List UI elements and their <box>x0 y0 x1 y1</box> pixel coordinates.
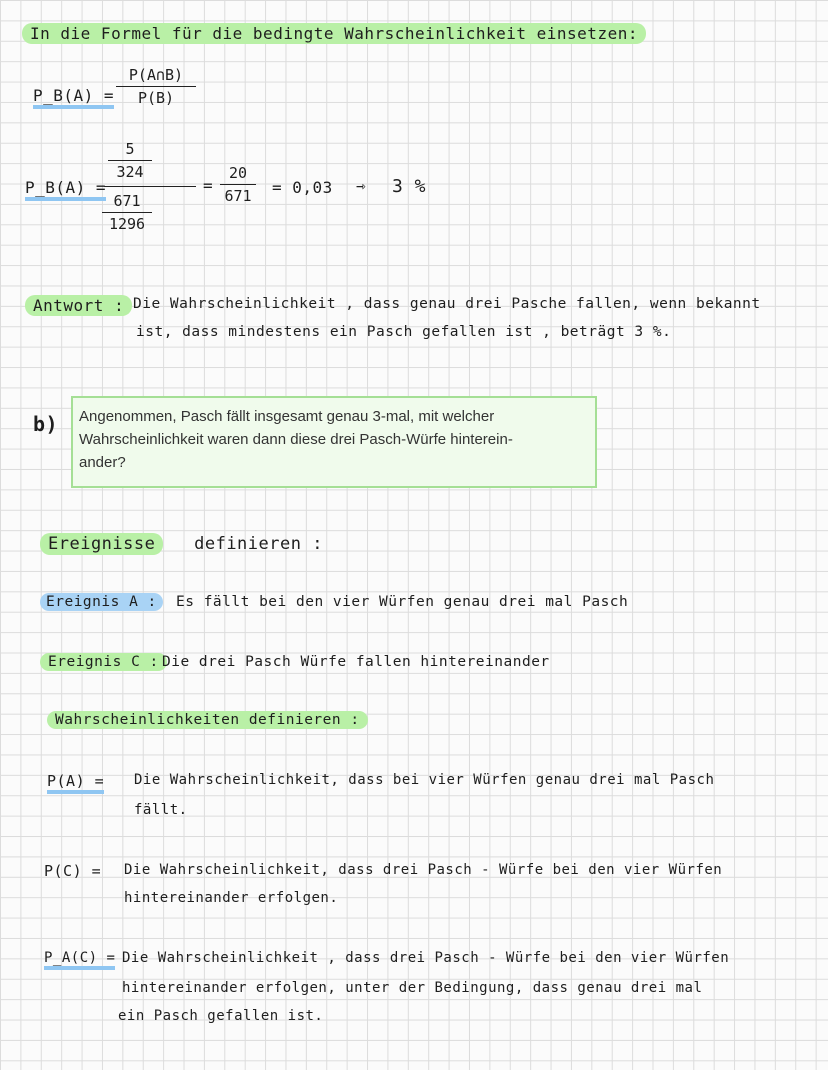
formula2-lhs: P_B(A) = <box>25 178 106 197</box>
formula1-denominator: P(B) <box>137 89 175 107</box>
formula2-result: = 0,03 <box>272 178 333 197</box>
p-ac-label: P_A(C) = <box>44 950 115 966</box>
event-a-label: Ereignis A : <box>40 594 163 610</box>
answer-line1: Die Wahrscheinlichkeit , dass genau drei Pasche fallen, wenn bekannt <box>133 296 761 312</box>
header-text: In die Formel für die bedingte Wahrscheinlichkeit einsetzen: <box>22 23 646 44</box>
answer-line2: ist, dass mindestens ein Pasch gefallen ist , beträgt 3 %. <box>136 324 672 340</box>
formula2-main-fraction-bar <box>104 186 196 187</box>
event-a-text: Es fällt bei den vier Würfen genau drei mal Pasch <box>176 594 629 610</box>
p-a-label: P(A) = <box>47 772 104 790</box>
p-c-line1: Die Wahrscheinlichkeit, dass drei Pasch - Würfe bei den vier Würfen <box>124 862 723 878</box>
formula1-fraction <box>116 66 196 107</box>
part-b-line3: ander? <box>79 454 126 471</box>
p-ac-line2: hintereinander erfolgen, unter der Bedingung, dass genau drei mal <box>122 980 703 996</box>
event-c-text: Die drei Pasch Würfe fallen hintereinander <box>162 654 550 670</box>
p-ac-line3: ein Pasch gefallen ist. <box>118 1008 324 1024</box>
events-heading: Ereignisse definieren : <box>40 534 323 554</box>
probabilities-heading: Wahrscheinlichkeiten definieren : <box>47 712 368 728</box>
event-c-label: Ereignis C : <box>40 654 167 670</box>
p-c-line2: hintereinander erfolgen. <box>124 890 339 906</box>
part-b-line1: Angenommen, Pasch fällt insgesamt genau 3-mal, mit welcher <box>79 408 495 425</box>
formula2-equals: = <box>203 176 214 195</box>
part-b-label: b) <box>33 412 59 436</box>
formula1-lhs: P_B(A) = <box>33 86 114 105</box>
p-a-line1: Die Wahrscheinlichkeit, dass bei vier Würfen genau drei mal Pasch <box>134 772 715 788</box>
p-a-line2: fällt. <box>134 802 188 818</box>
arrow-icon: ⇾ <box>356 176 367 195</box>
formula2-bottom-fraction: $\frac{671}{1296}$ <box>102 192 152 233</box>
formula2-simplified-fraction: $\frac{20}{671}$ <box>220 164 256 205</box>
p-ac-line1: Die Wahrscheinlichkeit , dass drei Pasch - Würfe bei den vier Würfen <box>122 950 730 966</box>
p-c-label: P(C) = <box>44 862 102 880</box>
answer-label: Antwort : <box>25 296 132 315</box>
part-b-question-box <box>71 396 597 488</box>
formula2-top-fraction: $\frac{5}{324}$ <box>108 140 152 181</box>
formula2-percent: 3 % <box>392 176 427 197</box>
formula1-numerator: P(A∩B) <box>116 66 196 87</box>
part-b-line2: Wahrscheinlichkeit waren dann diese drei Pasch-Würfe hinterein- <box>79 431 513 448</box>
header-line <box>22 24 646 43</box>
